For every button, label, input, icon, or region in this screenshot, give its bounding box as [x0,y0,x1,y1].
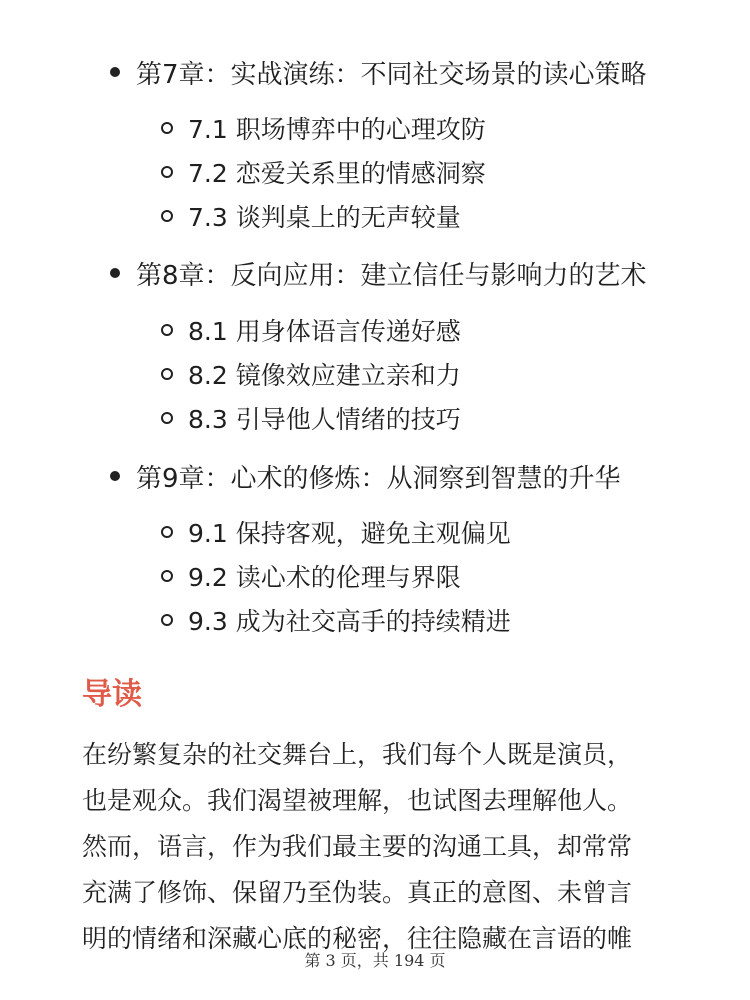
section-title: 8.1 用身体语言传递好感 [188,317,461,346]
bullet-circle-icon [161,368,173,380]
intro-paragraph [82,732,682,962]
bullet-dot-icon [110,471,120,481]
bullet-circle-icon [161,122,173,134]
section-title: 9.3 成为社交高手的持续精进 [188,607,511,636]
bullet-circle-icon [161,412,173,424]
paragraph-line: 在纷繁复杂的社交舞台上，我们每个人既是演员， [82,740,633,769]
bullet-circle-icon [161,614,173,626]
bullet-circle-icon [161,570,173,582]
paragraph-line: 也是观众。我们渴望被理解，也试图去理解他人。 [82,786,633,815]
paragraph-line: 然而，语言，作为我们最主要的沟通工具，却常常 [82,832,633,861]
toc-section-8-2 [161,354,461,394]
intro-heading: 导读 [82,677,142,712]
toc-section-7-2 [161,152,486,192]
paragraph-line: 充满了修饰、保留乃至伪装。真正的意图、未曾言 [82,878,633,907]
chapter-title: 第7章：实战演练：不同社交场景的读心策略 [136,59,647,90]
section-title: 7.3 谈判桌上的无声较量 [188,203,461,232]
bullet-circle-icon [161,166,173,178]
toc-section-7-1 [161,108,486,148]
chapter-title: 第9章：心术的修炼：从洞察到智慧的升华 [136,463,621,494]
toc-section-9-3 [161,600,511,640]
paragraph-line: 明的情绪和深藏心底的秘密，往往隐藏在言语的帷 [82,924,633,953]
bullet-circle-icon [161,526,173,538]
toc-chapter-8 [110,253,647,293]
toc-section-8-1 [161,310,461,350]
section-title: 9.2 读心术的伦理与界限 [188,563,461,592]
toc-chapter-9 [110,456,621,496]
bullet-circle-icon [161,324,173,336]
toc-section-9-1 [161,512,511,552]
section-title: 9.1 保持客观，避免主观偏见 [188,519,511,548]
bullet-dot-icon [110,67,120,77]
page-number-footer: 第 3 页，共 194 页 [304,951,446,970]
section-title: 8.2 镜像效应建立亲和力 [188,361,461,390]
section-title: 8.3 引导他人情绪的技巧 [188,405,461,434]
toc-section-8-3 [161,398,461,438]
chapter-title: 第8章：反向应用：建立信任与影响力的艺术 [136,260,647,291]
toc-chapter-7 [110,52,647,92]
section-title: 7.1 职场博弈中的心理攻防 [188,115,486,144]
section-title: 7.2 恋爱关系里的情感洞察 [188,159,486,188]
bullet-circle-icon [161,210,173,222]
toc-section-9-2 [161,556,461,596]
toc-section-7-3 [161,196,461,236]
bullet-dot-icon [110,268,120,278]
